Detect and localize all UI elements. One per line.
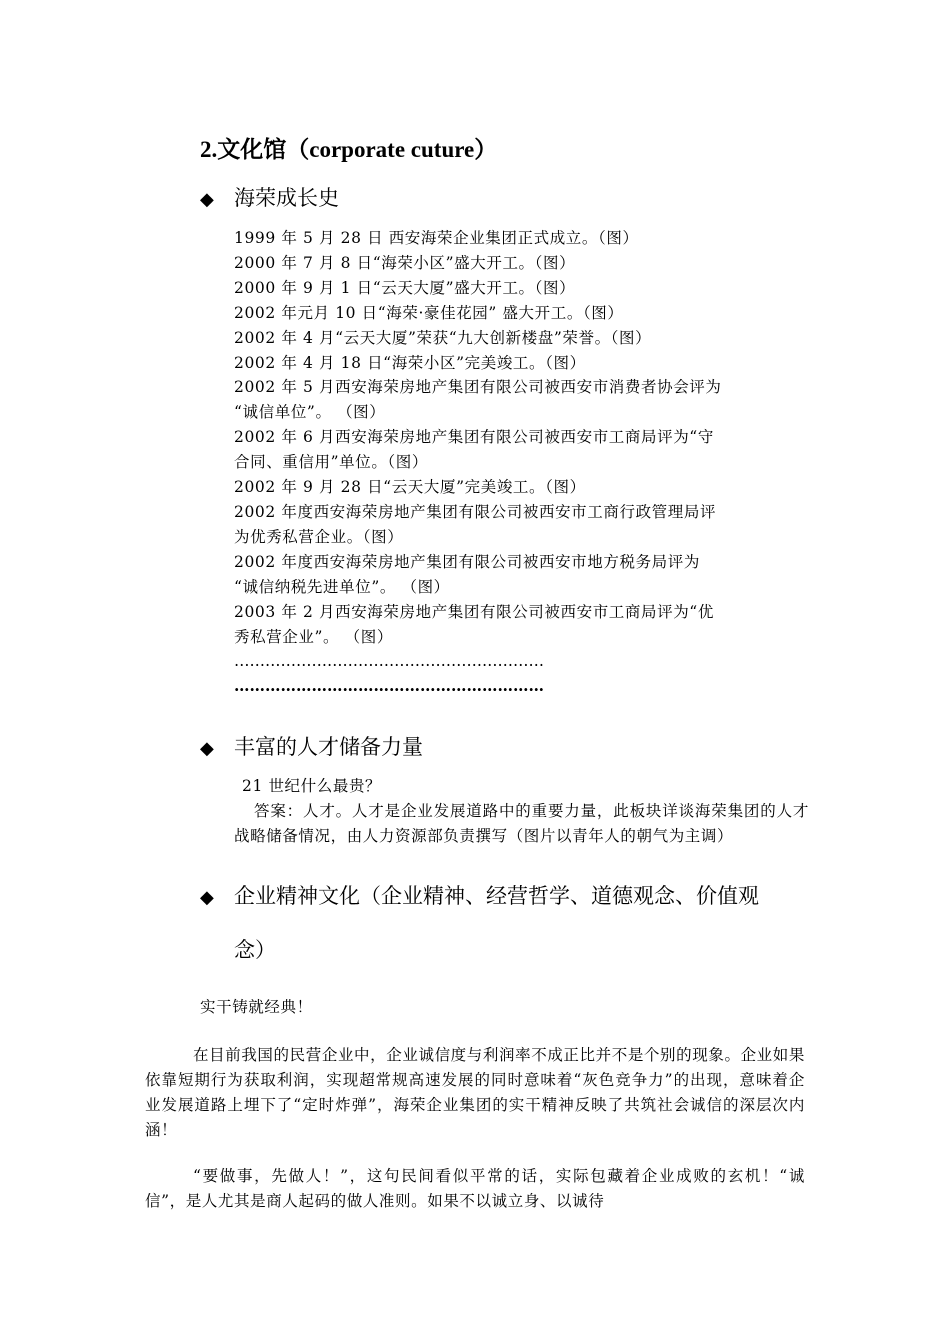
timeline-line: 2000 年 7 月 8 日“海荣小区”盛大开工。（图） xyxy=(234,253,576,272)
timeline-line: 2002 年 5 月西安海荣房地产集团有限公司被西安市消费者协会评为 xyxy=(234,378,722,397)
body-paragraph: “要做事，先做人！”，这句民间看似平常的话，实际包藏着企业成败的玄机！“诚信”，是人尤其是商人起码的做人准则。如果不以诚立身、以诚待 xyxy=(145,1167,805,1210)
timeline-line: 合同、重信用”单位。（图） xyxy=(234,453,428,472)
diamond-bullet-icon: ◆ xyxy=(200,887,214,908)
timeline-line: 2002 年 6 月西安海荣房地产集团有限公司被西安市工商局评为“守 xyxy=(234,428,714,447)
timeline-line: 1999 年 5 月 28 日 西安海荣企业集团正式成立。（图） xyxy=(234,229,639,247)
timeline-line: 2002 年元月 10 日“海荣·豪佳花园” 盛大开工。（图） xyxy=(234,303,624,322)
diamond-bullet-icon: ◆ xyxy=(200,738,214,759)
spirit-bullet xyxy=(200,870,820,976)
talent-answer: 答案：人才。人才是企业发展道路中的重要力量，此板块详谈海荣集团的人才战略储备情况，由人力资源部负责撰写（图片以青年人的朝气为主调） xyxy=(234,801,809,845)
body-paragraph: 在目前我国的民营企业中，企业诚信度与利润率不成正比并不是个别的现象。企业如果依靠短期行为获取利润，实现超常规高速发展的同时意味着“灰色竞争力”的出现，意味着企业发展道路上埋下了“定时炸弹”，海荣企业集团的实干精神反映了共筑社会诚信的深层次内涵！ xyxy=(145,1046,805,1139)
talent-bullet xyxy=(200,732,423,764)
history-title: 海荣成长史 xyxy=(234,186,339,210)
ellipsis-line: …………………………………………………… xyxy=(234,652,544,671)
timeline-line: 2000 年 9 月 1 日“云天大厦”盛大开工。（图） xyxy=(234,278,576,297)
spirit-title-line2: 念） xyxy=(234,938,276,962)
subheading: 实干铸就经典！ xyxy=(200,998,313,1016)
talent-question: 21 世纪什么最贵？ xyxy=(242,777,382,795)
timeline-line: 为优秀私营企业。（图） xyxy=(234,527,404,546)
timeline-line: “诚信单位”。 （图） xyxy=(234,403,386,422)
talent-title: 丰富的人才储备力量 xyxy=(234,735,423,759)
spirit-title-line1: 企业精神文化（企业精神、经营哲学、道德观念、价值观 xyxy=(234,884,759,908)
timeline-line: 2002 年 4 月 18 日“海荣小区”完美竣工。（图） xyxy=(234,353,586,372)
timeline-line: 2002 年度西安海荣房地产集团有限公司被西安市地方税务局评为 xyxy=(234,552,700,571)
history-bullet xyxy=(200,183,339,215)
timeline-line: 2002 年度西安海荣房地产集团有限公司被西安市工商行政管理局评 xyxy=(234,502,717,521)
ellipsis-line-bold: …………………………………………………… xyxy=(234,676,544,696)
timeline-line: “诚信纳税先进单位”。 （图） xyxy=(234,577,450,596)
section-title: 2.文化馆（corporate cuture） xyxy=(200,137,498,162)
timeline-line: 2002 年 9 月 28 日“云天大厦”完美竣工。（图） xyxy=(234,478,586,497)
talent-section xyxy=(234,774,809,849)
diamond-bullet-icon: ◆ xyxy=(200,189,214,210)
timeline-line: 2002 年 4 月“云天大厦”荣获“九大创新楼盘”荣誉。（图） xyxy=(234,328,652,347)
timeline-line: 秀私营企业”。 （图） xyxy=(234,627,393,646)
history-timeline xyxy=(234,226,804,699)
timeline-line: 2003 年 2 月西安海荣房地产集团有限公司被西安市工商局评为“优 xyxy=(234,602,714,621)
